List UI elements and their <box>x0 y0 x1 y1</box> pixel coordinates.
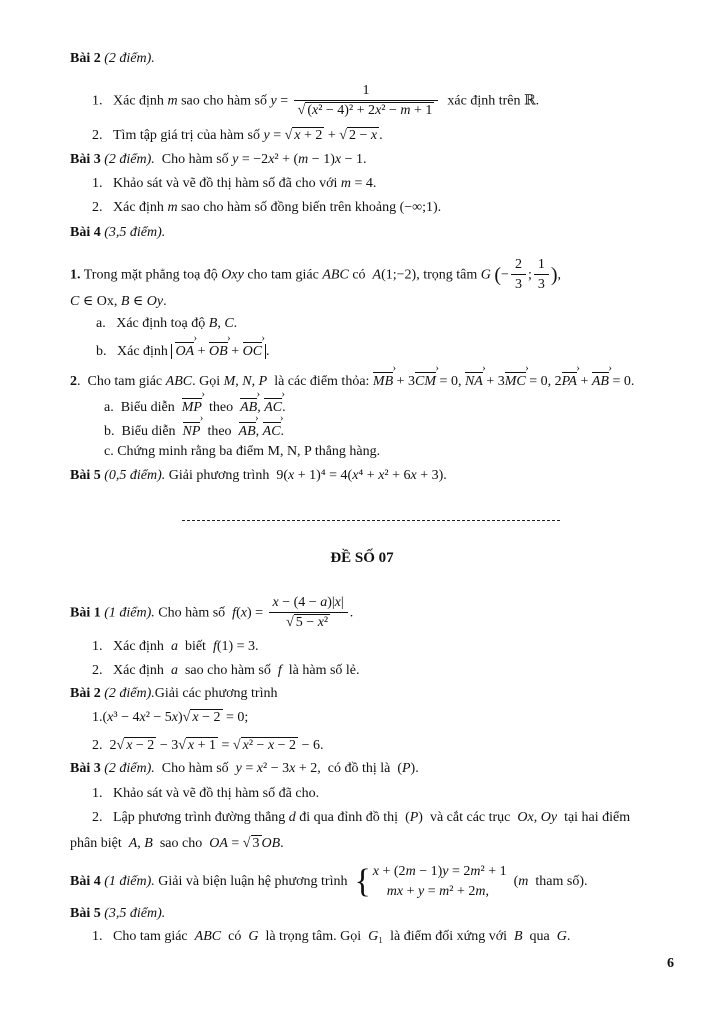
de7-bai1-item1: 1. Xác định a biết f(1) = 3. <box>92 639 259 654</box>
bai4-item1: 1. Trong mặt phẳng toạ độ Oxy cho tam giác ABC có A(1;−2), trọng tâm G (− $\frac{2}{3}$ ; $\frac{1}{3}$ ), <box>70 257 562 292</box>
de7-bai4: Bài 4 (1 điểm). Giải và biện luận hệ phương trình { x + (2m − 1)y = 2m² + 1 mx + y = m² + 2m, (m tham số). <box>70 863 588 900</box>
de7-bai2-item1: 1.(x³ − 4x² − 5x)√ x − 2 = 0; <box>92 710 249 725</box>
de7-bai5-heading: Bài 5 (3,5 điểm). <box>70 906 166 921</box>
bai3-heading: Bài 3 (2 điểm). Cho hàm số y = −2x² + (m − 1)x − 1. <box>70 152 367 167</box>
bai2-heading: Bài 2 (2 điểm). <box>70 51 155 66</box>
bai4-item2: 2. Cho tam giác ABC. Gọi M, N, P là các điểm thỏa: MB › + 3CM › = 0, NA › + 3MC › = 0, 2PA › + AB › = 0. <box>70 370 724 390</box>
de7-bai1-item2: 2. Xác định a sao cho hàm số f là hàm số lẻ. <box>92 663 360 678</box>
de7-bai2-heading: Bài 2 (2 điểm).Giải các phương trình <box>70 686 278 701</box>
exam-title: ĐỀ SỐ 07 <box>330 550 394 566</box>
de7-bai3-item2: 2. Lập phương trình đường thẳng d đi qua đỉnh đồ thị (P) và cắt các trục Ox, Oy tại hai điểm <box>92 810 631 825</box>
bai2-item2: 2. Tìm tập giá trị của hàm số y = √ x + 2 + √ 2 − x . <box>92 128 383 143</box>
bai4-heading: Bài 4 (3,5 điểm). <box>70 225 166 240</box>
bai4-item2c: c. Chứng minh rằng ba điểm M, N, P thẳng hàng. <box>104 444 381 459</box>
bai2-item1: 1. Xác định m sao cho hàm số y = $\frac{1}{\text{√ (x² − 4)² + 2x² − m + 1}}$ xác định trên ℝ. <box>92 83 540 118</box>
bai3-item2: 2. Xác định m sao cho hàm số đồng biến trên khoảng (−∞;1). <box>92 200 442 215</box>
page-number: 6 <box>667 956 674 971</box>
de7-bai3-item1: 1. Khảo sát và vẽ đồ thị hàm số đã cho. <box>92 786 320 801</box>
bai4-item1a: a. Xác định toạ độ B, C. <box>96 316 238 331</box>
de7-bai3-item2-cont: phân biệt A, B sao cho OA = √ 3 OB. <box>70 836 284 851</box>
de7-bai3-heading: Bài 3 (2 điểm). Cho hàm số y = x² − 3x + 2, có đồ thị là (P). <box>70 761 419 776</box>
bai4-item2a: a. Biểu diễn MP › theo AB ›, AC ›. <box>104 396 724 416</box>
separator-line <box>182 520 560 521</box>
bai3-item1: 1. Khảo sát và vẽ đồ thị hàm số đã cho với m = 4. <box>92 176 377 191</box>
bai4-item1b: b. Xác định OA › + OB › + OC › . <box>96 340 724 360</box>
bai4-item1-cont: C ∈ Ox, B ∈ Oy. <box>70 294 167 309</box>
de7-bai2-item2: 2. 2√ x − 2 − 3√ x + 1 = √ x² − x − 2 − 6. <box>92 738 324 753</box>
bai4-item2b: b. Biểu diễn NP › theo AB ›, AC ›. <box>104 420 724 440</box>
de7-bai1-heading: Bài 1 (1 điểm). Cho hàm số f(x) = $\frac{x - (4 - a)|x|}{\text{√ 5 − x²}}$ . <box>70 595 354 630</box>
de7-bai5-item1: 1. Cho tam giác ABC có G là trọng tâm. Gọi G₁ là điểm đối xứng với B qua G. <box>92 929 571 944</box>
bai5-heading: Bài 5 (0,5 điểm). Giải phương trình 9(x + 1)⁴ = 4(x⁴ + x² + 6x + 3). <box>70 468 447 483</box>
